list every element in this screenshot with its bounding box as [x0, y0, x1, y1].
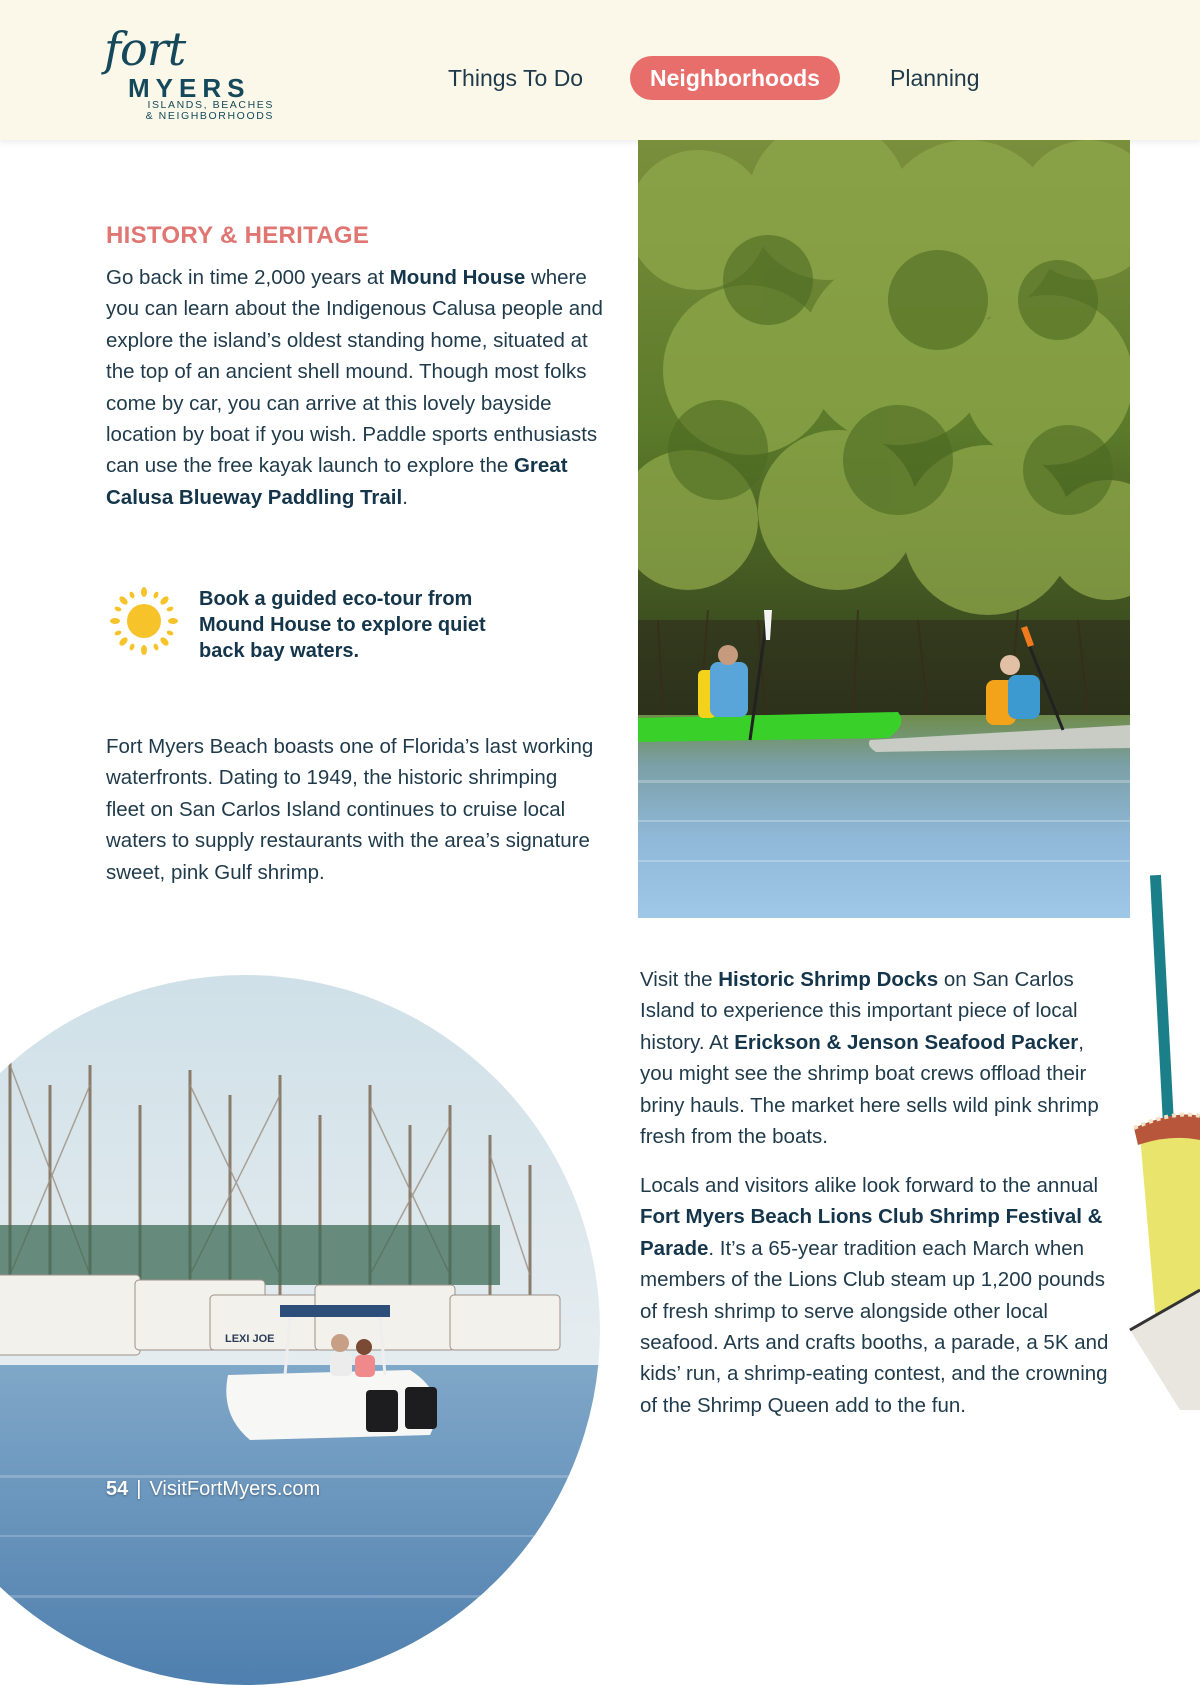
nav-planning[interactable]: Planning [890, 65, 980, 91]
para1-text-1: Go back in time 2,000 years at [106, 266, 390, 289]
para3-text-2: on San Carlos Island to experience this important piece of local history. At [640, 968, 1078, 1054]
nav-neighborhoods[interactable]: Neighborhoods [630, 56, 840, 100]
working-waterfront-paragraph: Fort Myers Beach boasts one of Florida’s last working waterfronts. Dating to 1949, the historic shrimping fleet on San Carlos Island continues to cruise local waters to supply restaurants with the area’s signature sweet, pink Gulf shrimp. [106, 735, 594, 884]
blueway-trail-link: Great Calusa Blueway Paddling Trail [106, 454, 568, 509]
logo-tagline-line-1: ISLANDS, BEACHES [147, 99, 274, 111]
erickson-jenson-link: Erickson & Jenson Seafood Packer [734, 1030, 1079, 1054]
mound-house-link: Mound House [389, 266, 526, 289]
para4-text-2: . It’s a 65-year tradition each March when members of the Lions Club steam up 1,200 pounds of fresh shrimp to serve alongside other local seafood. Arts and crafts booths, a parade, a 5K and kids’ run, a shrimp-eating contest, and the crowning of the Shrimp Queen add to the fun. [640, 1236, 1109, 1417]
shrimp-festival-link: Fort Myers Beach Lions Club Shrimp Festival & Parade [640, 1205, 1103, 1260]
page-header [0, 0, 1200, 140]
nav-things-to-do[interactable]: Things To Do [448, 65, 584, 91]
mound-house-paragraph [106, 262, 606, 513]
para3-text-3: , you might see the shrimp boat crews offload their briny hauls. The market here sells wild pink shrimp fresh from the boats. [640, 1030, 1099, 1149]
para4-text-1: Locals and visitors alike look forward to the annual [640, 1174, 1099, 1197]
fort-myers-logo[interactable] [100, 22, 300, 128]
shrimp-docks-paragraph [640, 964, 1120, 1152]
boat-name-label: LEXI JOE [225, 1333, 275, 1345]
page-footer [106, 1478, 320, 1501]
logo-script: fort [104, 22, 186, 76]
drink-photo [1120, 870, 1200, 1410]
para3-text-1: Visit the [640, 968, 719, 991]
historic-shrimp-docks-link: Historic Shrimp Docks [718, 968, 939, 991]
para1-text-2: where you can learn about the Indigenous Calusa people and explore the island’s oldest standing home, situated at the top of an ancient shell mound. Though most folks come by car, you can arrive at this lovely bayside location by boat if you wish. Paddle sports enthusiasts can use the free kayak launch to explore the [106, 266, 603, 478]
eco-tour-tip: Book a guided eco-tour from Mound House to explore quiet back bay waters. [199, 588, 486, 662]
page-number: 54 [106, 1478, 129, 1500]
logo-name: MYERS [128, 73, 251, 103]
logo-tagline-line-2: & NEIGHBORHOODS [145, 110, 274, 122]
shrimp-boats-photo [0, 975, 600, 1685]
shrimp-festival-paragraph [640, 1170, 1110, 1421]
website-link[interactable]: VisitFortMyers.com [149, 1478, 321, 1500]
footer-separator: | [136, 1478, 142, 1500]
para1-text-3: . [402, 485, 408, 509]
section-heading: HISTORY & HERITAGE [106, 222, 370, 249]
sun-icon [108, 585, 180, 657]
logo-tagline [128, 100, 274, 122]
kayak-mangrove-photo [638, 140, 1130, 918]
